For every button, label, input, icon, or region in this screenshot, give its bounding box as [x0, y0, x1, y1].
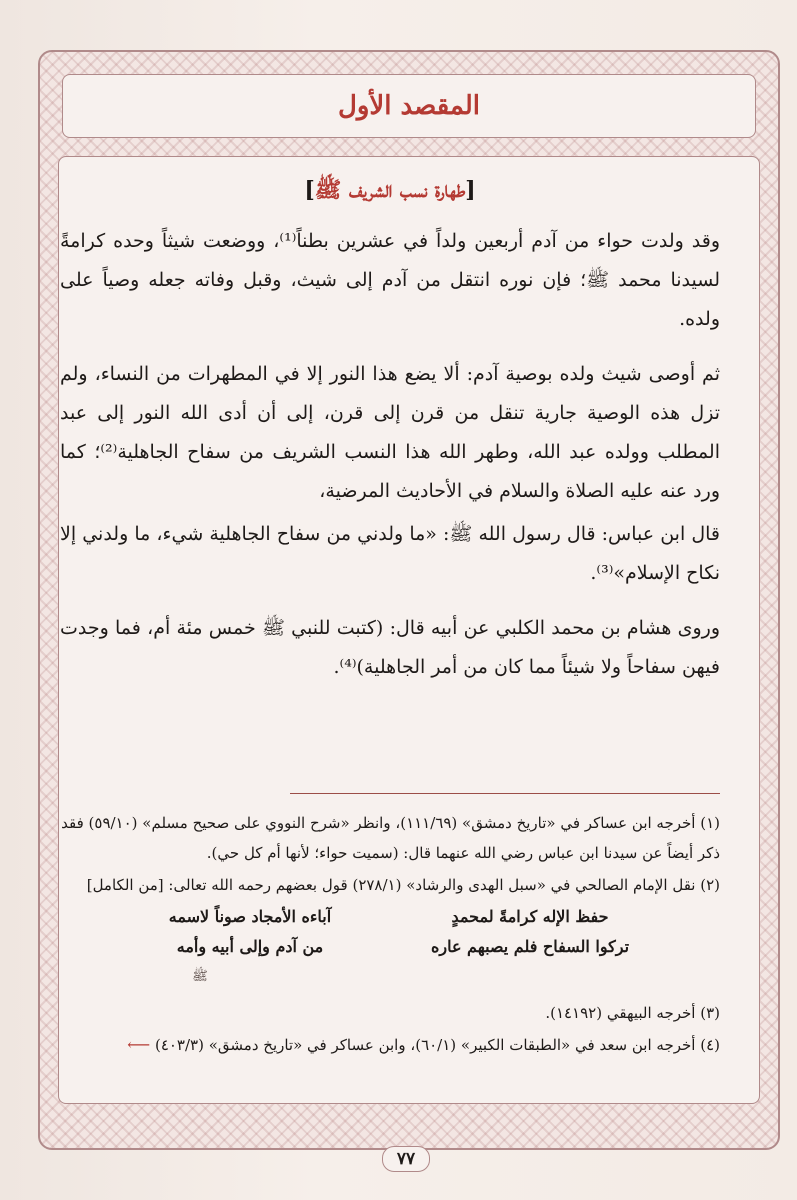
paragraph-2: ثم أوصى شيث ولده بوصية آدم: ألا يضع هذا النور إلا في المطهرات من النساء، ولم تزل هذه الوصية جارية تنقل من قرن إلى قرن، إلى أن أدى الله النور إلى عبد المطلب وولده عبد الله، وطهر الله هذا النسب الشريف من سفاح الجاهلية⁽²⁾؛ كما ورد عنه عليه الصلاة والسلام في الأحاديث المرضية، [60, 363, 720, 502]
footnote-4 [60, 1030, 720, 1060]
header-box [62, 74, 756, 138]
paragraph-3: قال ابن عباس: قال رسول الله ﷺ: «ما ولدني من سفاح الجاهلية شيء، ما ولدني إلا نكاح الإسلام»⁽³⁾. [60, 523, 720, 584]
continuation-arrow-icon: ⟵ [127, 1035, 151, 1054]
poem-honorific: ﷺ [192, 969, 208, 984]
poem-hemistich-2a: تركوا السفاح فلم يصبهم عاره [430, 937, 630, 956]
footnote-1: (١) أخرجه ابن عساكر في «تاريخ دمشق» (١١١/٦٩)، وانظر «شرح النووي على صحيح مسلم» (٥٩/١٠) فقد ذكر أيضاً عن سيدنا ابن عباس رضي الله عنهما قال: (سميت حواء؛ لأنها أم كل حي). [61, 814, 720, 862]
footnotes [60, 808, 720, 1062]
paragraph-1: وقد ولدت حواء من آدم أربعين ولداً في عشرين بطناً⁽¹⁾، ووضعت شيثاً وحده كرامةً لسيدنا محمد ﷺ؛ فإن نوره انتقل من آدم إلى شيث، وقبل وفاته جعله وصياً على ولده. [60, 230, 720, 330]
footnote-separator [290, 793, 720, 794]
chapter-title: المقصد الأول [337, 91, 481, 121]
paragraph-4: وروى هشام بن محمد الكلبي عن أبيه قال: (كتبت للنبي ﷺ خمس مئة أم، فما وجدت فيهن سفاحاً ولا شيئاً مما كان من أمر الجاهلية)⁽⁴⁾. [60, 617, 720, 678]
poem-line-2 [60, 932, 720, 962]
section-title: [طهارة نسب الشريف ﷺ] [304, 177, 476, 203]
poem-hemistich-2b: من آدم وإلى أبيه وأمه [176, 937, 324, 956]
footnote-2: (٢) نقل الإمام الصالحي في «سبل الهدى والرشاد» (٢٧٨/١) قول بعضهم رحمه الله تعالى: [من الكامل] [86, 876, 720, 894]
poem-hemistich-1a: حفظ الإله كرامةً لمحمدٍ [451, 907, 609, 926]
poem-hemistich-1b: آباءه الأمجاد صوناً لاسمه [168, 907, 332, 926]
page-number: ٧٧ [382, 1146, 430, 1172]
footnote-3: (٣) أخرجه البيهقي (١٤١٩٢). [545, 1004, 720, 1022]
footnote-4-text: (٤) أخرجه ابن سعد في «الطبقات الكبير» (٦٠/١)، وابن عساكر في «تاريخ دمشق» (٤٠٣/٣) [154, 1036, 720, 1054]
main-text [60, 176, 720, 691]
poem-line-1 [60, 902, 720, 932]
